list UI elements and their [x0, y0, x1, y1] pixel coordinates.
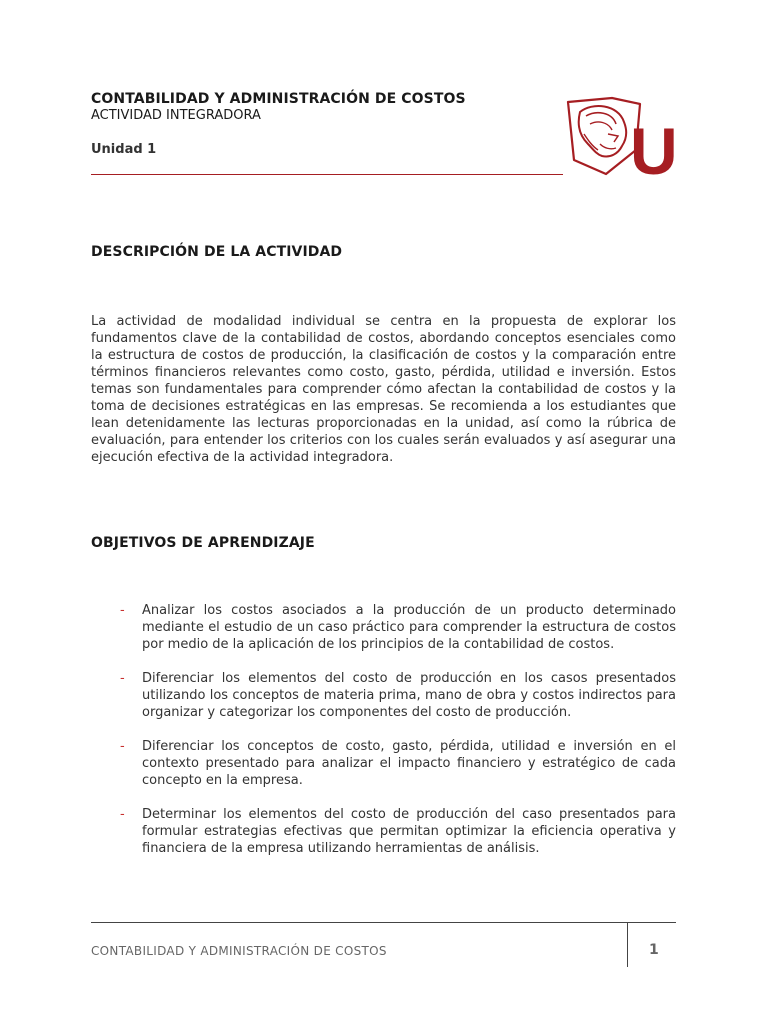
bullet-dash: -	[120, 807, 125, 822]
header-divider	[91, 174, 563, 175]
unit-label: Unidad 1	[91, 142, 157, 157]
footer-divider	[91, 922, 676, 923]
logo-letter: U	[630, 114, 678, 178]
document-header	[91, 90, 571, 158]
objective-item	[120, 738, 676, 789]
objective-item	[120, 670, 676, 721]
objective-text: Diferenciar los elementos del costo de producción en los casos presentados utilizando los conceptos de materia prima, mano de obra y costos indirectos para organizar y categorizar los componentes del costo de producción.	[142, 671, 676, 720]
page-number: 1	[649, 942, 659, 958]
objectives-heading: OBJETIVOS DE APRENDIZAJE	[91, 535, 315, 551]
objectives-list	[120, 602, 676, 874]
objective-text: Analizar los costos asociados a la producción de un producto determinado mediante el estudio de un caso práctico para comprender la estructura de costos por medio de la aplicación de los principios de la contabilidad de costos.	[142, 603, 676, 652]
description-heading: DESCRIPCIÓN DE LA ACTIVIDAD	[91, 244, 343, 260]
footer-vertical-divider	[627, 923, 628, 967]
course-title: CONTABILIDAD Y ADMINISTRACIÓN DE COSTOS	[91, 91, 466, 107]
objective-item	[120, 806, 676, 857]
objective-item	[120, 602, 676, 653]
footer-course-title: CONTABILIDAD Y ADMINISTRACIÓN DE COSTOS	[91, 944, 387, 958]
objective-text: Diferenciar los conceptos de costo, gasto, pérdida, utilidad e inversión en el contexto presentado para analizar el impacto financiero y estratégico de cada concepto en la empresa.	[142, 739, 676, 788]
university-logo	[562, 94, 680, 178]
description-paragraph: La actividad de modalidad individual se centra en la propuesta de explorar los fundamentos clave de la contabilidad de costos, abordando conceptos esenciales como la estructura de costos de producción, la clasificación de costos y la comparación entre términos financieros relevantes como costo, gasto, pérdida, utilidad e inversión. Estos temas son fundamentales para comprender cómo afectan la contabilidad de costos y la toma de decisiones estratégicas en las empresas. Se recomienda a los estudiantes que lean detenidamente las lecturas proporcionadas en la unidad, así como la rúbrica de evaluación, para entender los criterios con los cuales serán evaluados y así asegurar una ejecución efectiva de la actividad integradora.	[91, 314, 676, 465]
objective-text: Determinar los elementos del costo de producción del caso presentados para formular estrategias efectivas que permitan optimizar la eficiencia operativa y financiera de la empresa utilizando herramientas de análisis.	[142, 807, 676, 856]
bullet-dash: -	[120, 603, 125, 618]
activity-type: ACTIVIDAD INTEGRADORA	[91, 108, 261, 123]
bullet-dash: -	[120, 739, 125, 754]
bullet-dash: -	[120, 671, 125, 686]
